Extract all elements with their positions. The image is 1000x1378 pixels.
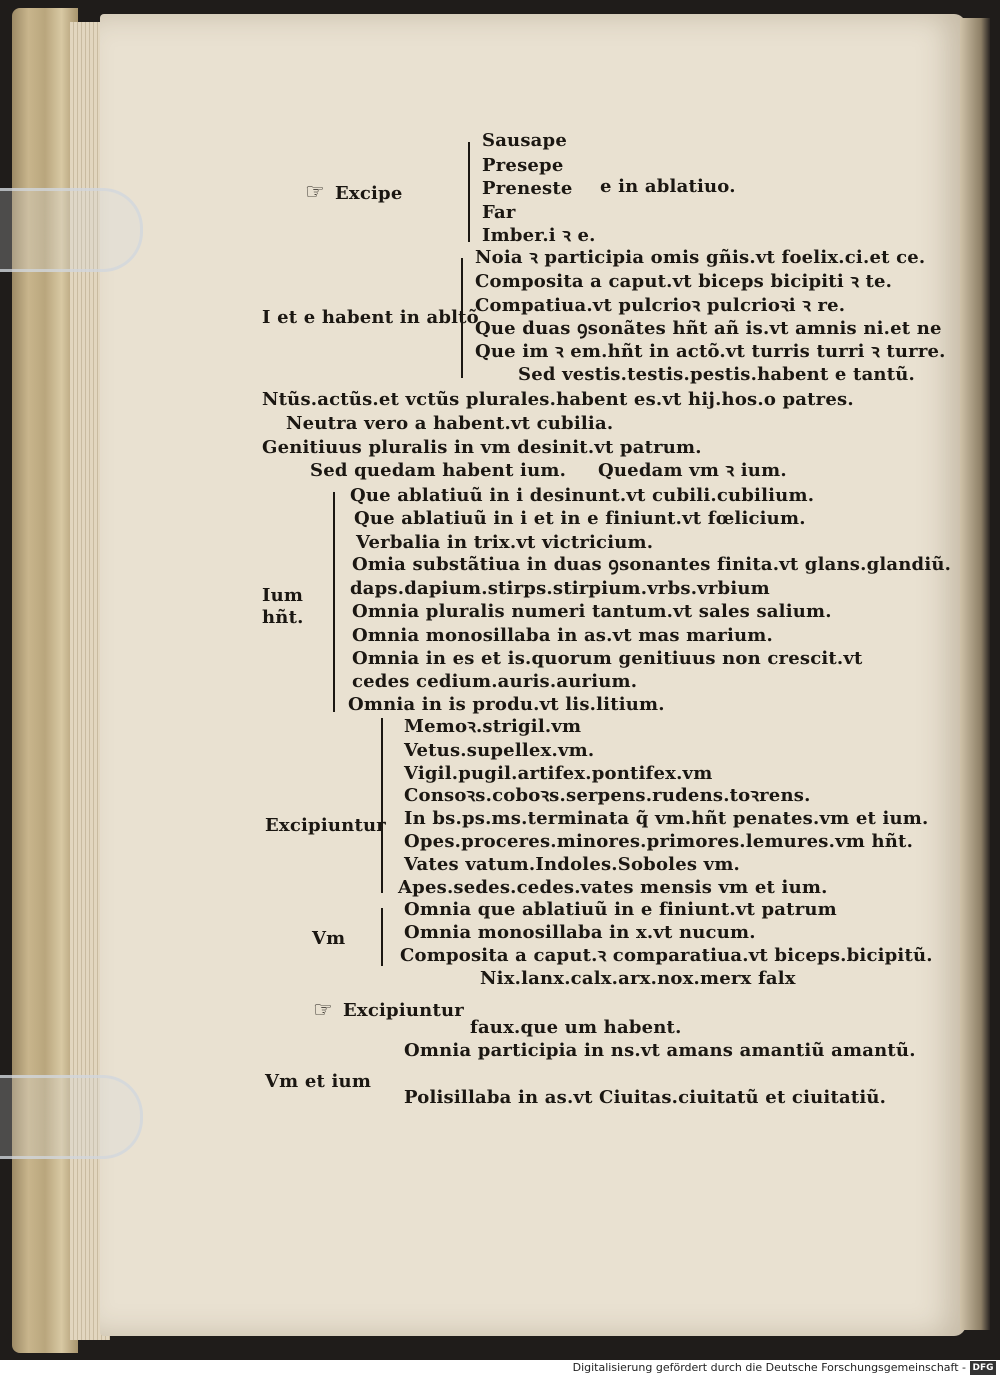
margin-vm: Vm: [312, 928, 346, 949]
text-line: Omnia monosillaba in x.vt nucum.: [404, 922, 756, 943]
text-line: Polisillaba in as.vt Ciuitas.ciuitatũ et ciuitatiũ.: [404, 1087, 887, 1108]
footer-bar: [0, 1360, 1000, 1378]
text-line: Omia substãtiua in duas ꝯsonantes finita.vt glans.glandiũ.: [352, 554, 952, 575]
text-line: Omnia in is produ.vt lis.litium.: [348, 694, 665, 715]
text-line: Vates vatum.Indoles.Soboles vm.: [404, 854, 741, 875]
text-line: Genitiuus pluralis in vm desinit.vt patrum.: [262, 437, 702, 458]
text-line: cedes cedium.auris.aurium.: [352, 671, 638, 692]
text-line: Consoꝛs.coboꝛs.serpens.rudens.toꝛrens.: [404, 785, 811, 806]
margin-e-in-ablatiuo: e in ablatiuo.: [600, 176, 736, 197]
text-line: Omnia participia in ns.vt amans amantiũ amantũ.: [404, 1040, 916, 1061]
margin-ium: Ium: [262, 585, 304, 606]
text-line: Que ablatiuũ in i et in e finiunt.vt fœlicium.: [354, 508, 806, 529]
text-line: Quedam vm ꝛ ium.: [598, 460, 787, 481]
text-line: Opes.proceres.minores.primores.lemures.vm hñt.: [404, 831, 914, 852]
text-line: Ntũs.actũs.et vctũs plurales.habent es.vt hij.hos.o patres.: [262, 389, 854, 410]
text-line: Nix.lanx.calx.arx.nox.merx falx: [480, 968, 796, 989]
text-line: Omnia in es et is.quorum genitiuus non crescit.vt: [352, 648, 863, 669]
pointing-hand-icon-2: ☞: [313, 998, 333, 1023]
text-line: Noia ꝛ participia omis gñis.vt foelix.ci.et ce.: [475, 247, 926, 268]
brace-excipe: [468, 142, 480, 242]
text-line: Sed vestis.testis.pestis.habent e tantũ.: [518, 364, 915, 385]
text-line: Omnia monosillaba in as.vt mas marium.: [352, 625, 773, 646]
pointing-hand-icon: ☞: [305, 180, 325, 205]
text-line: Vetus.supellex.vm.: [404, 740, 595, 761]
margin-hnt: hñt.: [262, 607, 304, 628]
footer-funding-text: Digitalisierung gefördert durch die Deutsche Forschungsgemeinschaft -: [572, 1361, 966, 1374]
brace-vm: [381, 908, 393, 966]
text-line: Que ablatiuũ in i desinunt.vt cubili.cubilium.: [350, 485, 815, 506]
text-line: Vigil.pugil.artifex.pontifex.vm: [404, 763, 713, 784]
text-line: Omnia pluralis numeri tantum.vt sales salium.: [352, 601, 832, 622]
text-line: In bs.ps.ms.terminata q̃ vm.hñt penates.vm et ium.: [404, 808, 929, 829]
text-line: Que duas ꝯsonãtes hñt añ is.vt amnis ni.et ne: [475, 318, 942, 339]
text-line: Composita a caput.ꝛ comparatiua.vt biceps.bicipitũ.: [400, 945, 933, 966]
text-line: Neutra vero a habent.vt cubilia.: [286, 413, 614, 434]
margin-i-et-e: I et e habent in abltõ: [262, 307, 479, 328]
margin-excipiuntur-2: Excipiuntur: [343, 1000, 464, 1021]
text-line: Omnia que ablatiuũ in e finiunt.vt patrum: [404, 899, 837, 920]
dfg-logo: DFG: [970, 1361, 996, 1375]
brace-excipiuntur: [381, 718, 393, 893]
text-line: Que im ꝛ em.hñt in actõ.vt turris turri ꝛ turre.: [475, 341, 946, 362]
margin-excipiuntur: Excipiuntur: [265, 815, 386, 836]
margin-excipe: Excipe: [335, 183, 403, 204]
brace-ium: [333, 492, 345, 712]
text-line: faux.que um habent.: [470, 1017, 682, 1038]
text-line: daps.dapium.stirps.stirpium.vrbs.vrbium: [350, 578, 770, 599]
text-line: Far: [482, 202, 516, 223]
text-line: Memoꝛ.strigil.vm: [404, 716, 582, 737]
text-line: Sed quedam habent ium.: [310, 460, 567, 481]
margin-vm-et-ium: Vm et ium: [265, 1071, 372, 1092]
text-line: Imber.i ꝛ e.: [482, 225, 596, 246]
text-line: Verbalia in trix.vt victricium.: [356, 532, 654, 553]
text-line: Preneste: [482, 178, 573, 199]
text-line: Sausape: [482, 130, 567, 151]
text-line: Compatiua.vt pulcrioꝛ pulcrioꝛi ꝛ re.: [475, 295, 846, 316]
text-line: Presepe: [482, 155, 564, 176]
text-line: Composita a caput.vt biceps bicipiti ꝛ te.: [475, 271, 893, 292]
text-line: Apes.sedes.cedes.vates mensis vm et ium.: [398, 877, 828, 898]
